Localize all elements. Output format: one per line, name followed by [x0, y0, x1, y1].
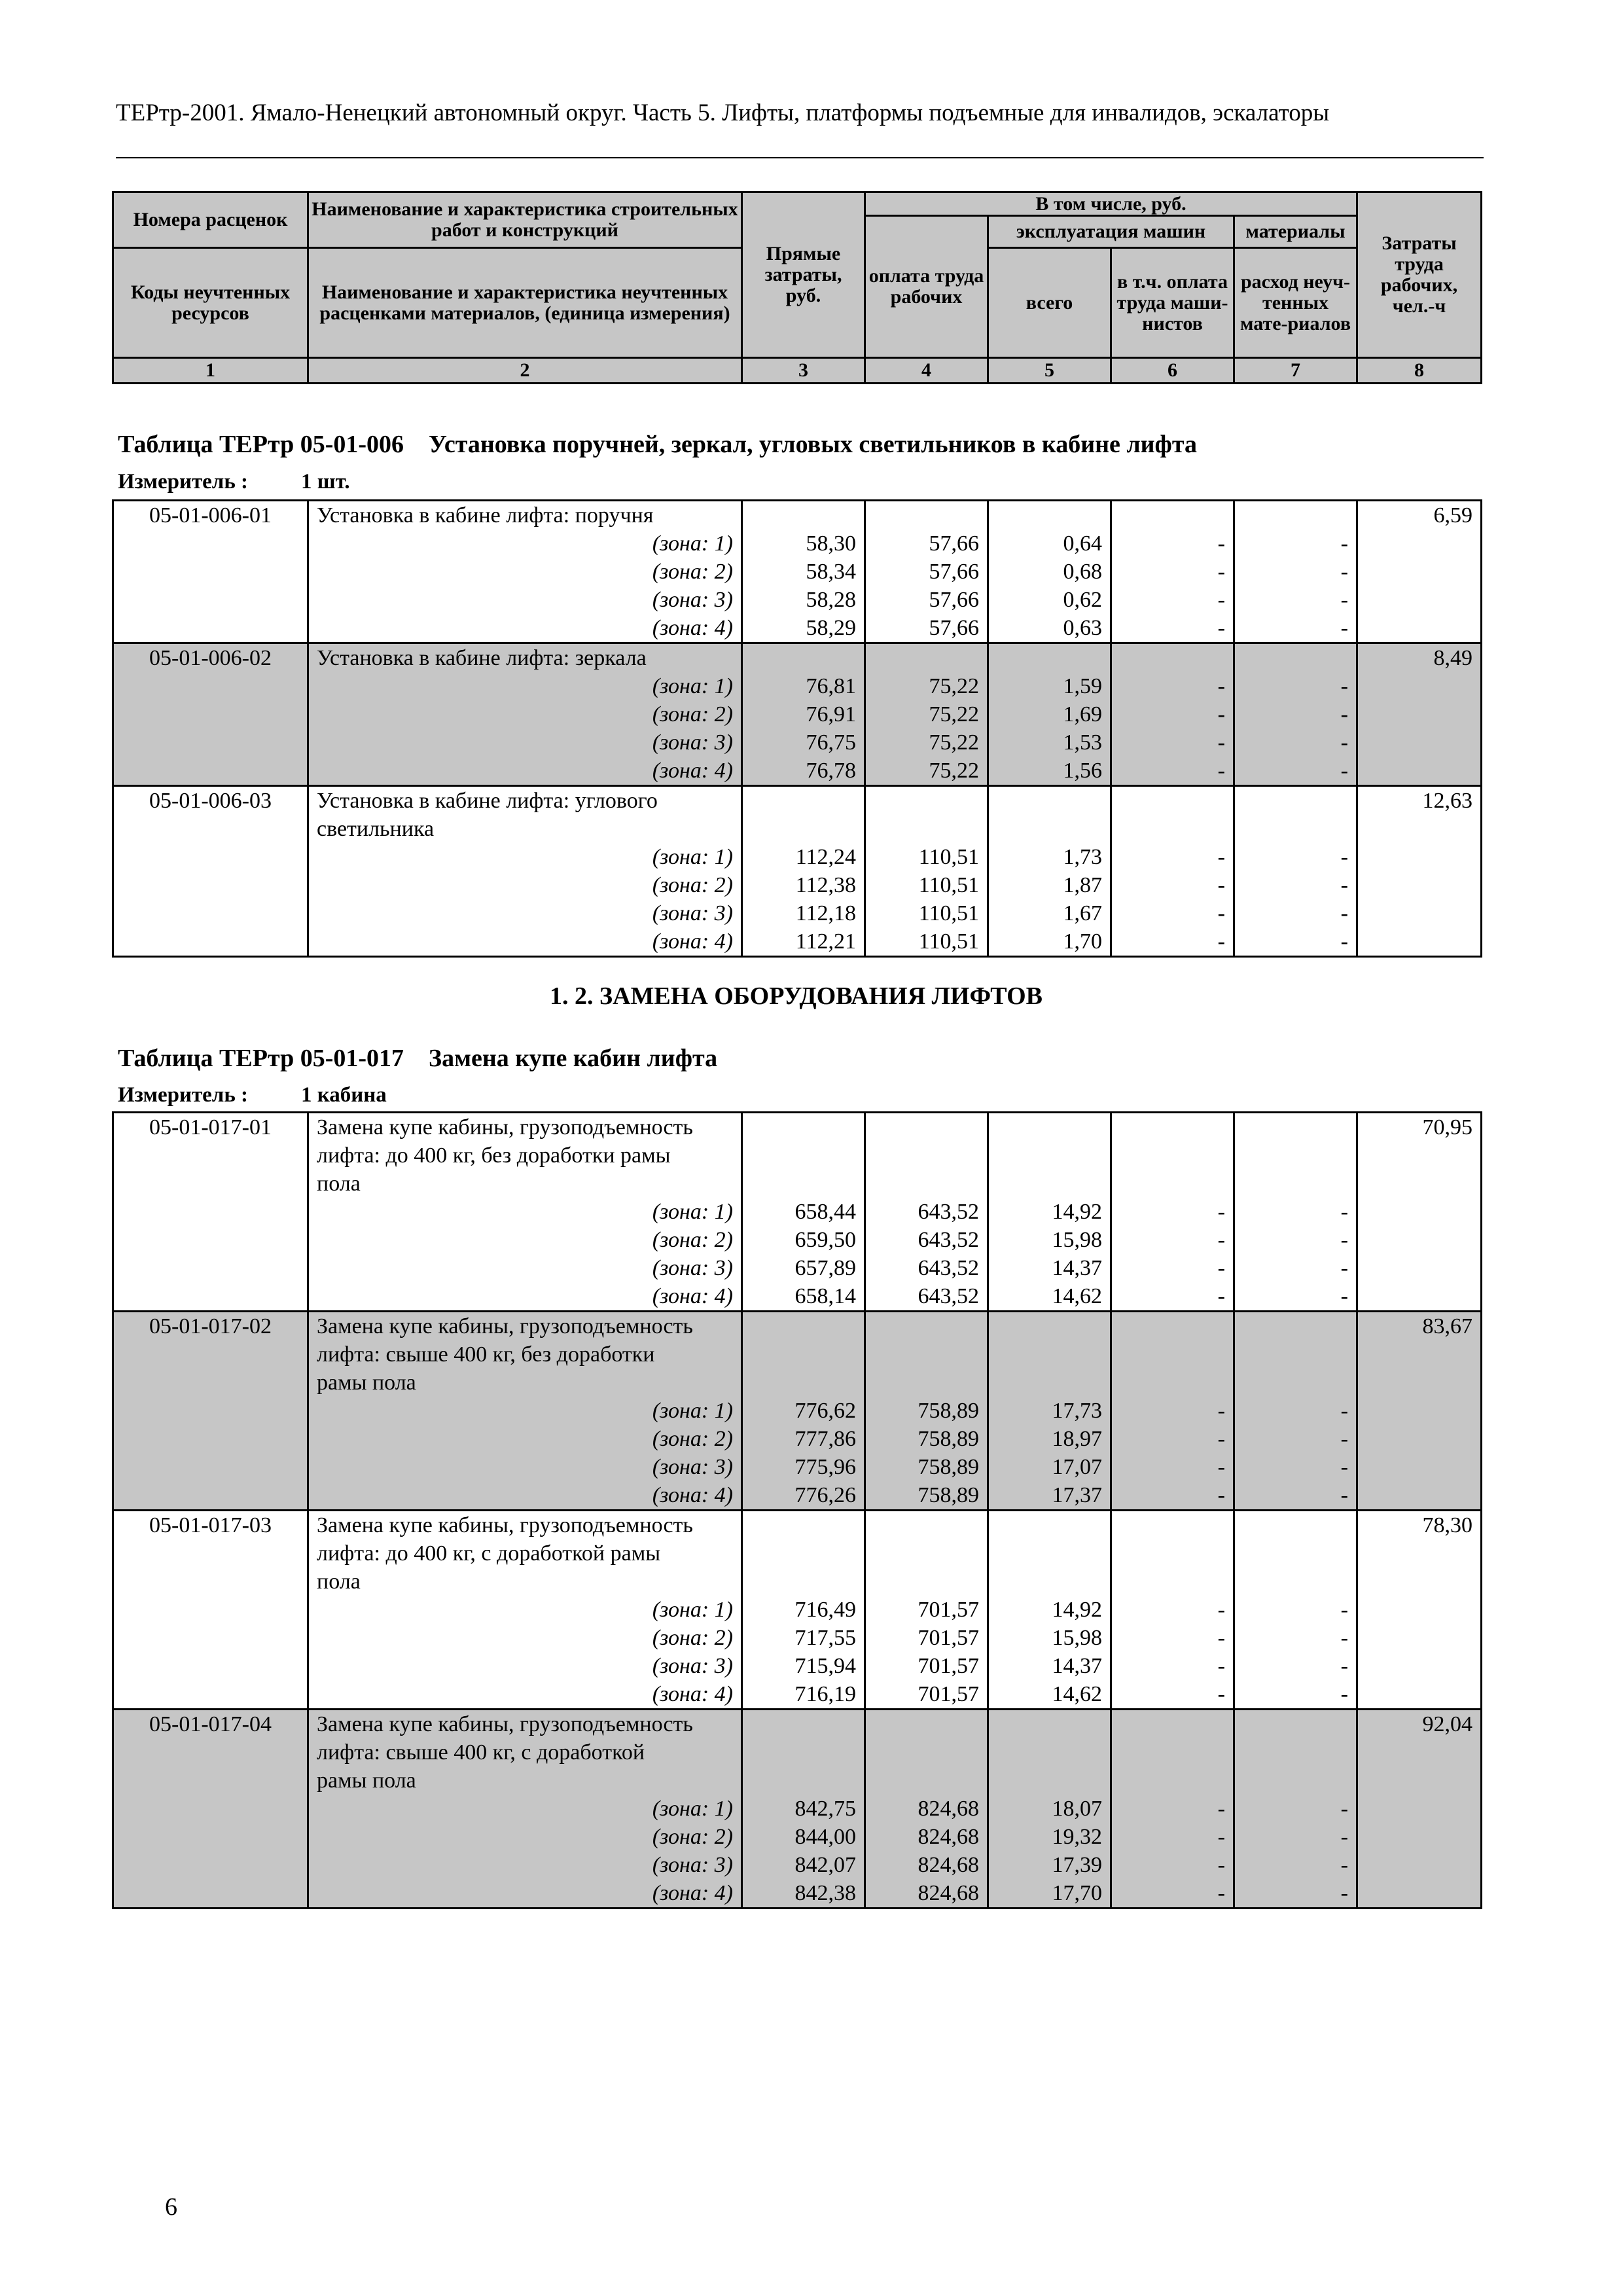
- material-cost: -: [1234, 843, 1357, 871]
- machinist-cost: -: [1111, 672, 1234, 700]
- column-number: 5: [988, 358, 1111, 384]
- wage-cost: 758,89: [865, 1481, 988, 1511]
- machinist-cost: -: [1111, 1254, 1234, 1282]
- wage-cost: 110,51: [865, 871, 988, 899]
- zone-label: (зона: 4): [308, 614, 742, 643]
- machinist-cost: -: [1111, 843, 1234, 871]
- header-materials: материалы: [1234, 216, 1357, 248]
- wage-cost: 824,68: [865, 1795, 988, 1823]
- machine-cost: 1,73: [988, 843, 1111, 871]
- zone-row: [113, 1652, 1482, 1680]
- machinist-cost: -: [1111, 700, 1234, 728]
- machinist-cost: -: [1111, 1198, 1234, 1226]
- header-machine-operation: эксплуатация машин: [988, 216, 1234, 248]
- column-number: 6: [1111, 358, 1234, 384]
- zone-label: (зона: 2): [308, 871, 742, 899]
- meter-line: [118, 1083, 387, 1107]
- header-rate-numbers: Номера расценок: [113, 192, 308, 248]
- zone-row: [113, 1481, 1482, 1511]
- machinist-cost: -: [1111, 1453, 1234, 1481]
- material-cost: -: [1234, 614, 1357, 643]
- zone-row: [113, 586, 1482, 614]
- direct-cost: 76,81: [742, 672, 865, 700]
- rate-description: Установка в кабине лифта: углового: [308, 786, 742, 816]
- zone-label: (зона: 3): [308, 1453, 742, 1481]
- material-cost: -: [1234, 1795, 1357, 1823]
- machine-cost: 14,92: [988, 1596, 1111, 1624]
- rate-row: [113, 1113, 1482, 1142]
- direct-cost: 76,91: [742, 700, 865, 728]
- zone-row: [113, 614, 1482, 643]
- zone-row: [113, 1851, 1482, 1879]
- column-number: 1: [113, 358, 308, 384]
- machine-cost: 1,53: [988, 728, 1111, 757]
- machinist-cost: -: [1111, 1879, 1234, 1909]
- zone-row: [113, 1596, 1482, 1624]
- wage-cost: 824,68: [865, 1851, 988, 1879]
- rate-row: [113, 1511, 1482, 1540]
- zone-row: [113, 927, 1482, 957]
- column-number: 2: [308, 358, 742, 384]
- material-cost: -: [1234, 1453, 1357, 1481]
- zone-row: [113, 728, 1482, 757]
- rate-description: лифта: свыше 400 кг, без доработки: [308, 1340, 742, 1369]
- zone-label: (зона: 4): [308, 1879, 742, 1909]
- zone-label: (зона: 2): [308, 1425, 742, 1453]
- machine-cost: 17,07: [988, 1453, 1111, 1481]
- labor-cost: 8,49: [1357, 643, 1482, 673]
- direct-cost: 842,38: [742, 1879, 865, 1909]
- description-continuation-row: [113, 1767, 1482, 1795]
- machine-cost: 1,87: [988, 871, 1111, 899]
- zone-label: (зона: 2): [308, 700, 742, 728]
- direct-cost: 657,89: [742, 1254, 865, 1282]
- labor-cost: 92,04: [1357, 1710, 1482, 1739]
- machinist-cost: -: [1111, 757, 1234, 786]
- meter-label: Измеритель :: [118, 1083, 249, 1107]
- machinist-cost: -: [1111, 1795, 1234, 1823]
- zone-row: [113, 1879, 1482, 1909]
- zone-row: [113, 672, 1482, 700]
- labor-cost: 12,63: [1357, 786, 1482, 816]
- table-label: Таблица ТЕРтр 05-01-017: [118, 1045, 404, 1072]
- machine-cost: 17,73: [988, 1397, 1111, 1425]
- machine-cost: 0,64: [988, 529, 1111, 558]
- machine-cost: 14,62: [988, 1680, 1111, 1710]
- header-unaccounted-materials: расход неуч-тенных мате-риалов: [1234, 248, 1357, 358]
- header-rule: [116, 157, 1484, 158]
- zone-row: [113, 529, 1482, 558]
- description-continuation-row: [113, 1170, 1482, 1198]
- description-continuation-row: [113, 1568, 1482, 1596]
- rate-description: Замена купе кабины, грузоподъемность: [308, 1113, 742, 1142]
- machinist-cost: -: [1111, 927, 1234, 957]
- material-cost: -: [1234, 871, 1357, 899]
- column-number: 8: [1357, 358, 1482, 384]
- direct-cost: 58,29: [742, 614, 865, 643]
- material-cost: -: [1234, 1652, 1357, 1680]
- zone-row: [113, 1198, 1482, 1226]
- rates-table-05-01-017: [112, 1111, 1482, 1909]
- wage-cost: 758,89: [865, 1453, 988, 1481]
- machinist-cost: -: [1111, 1481, 1234, 1511]
- zone-label: (зона: 3): [308, 899, 742, 927]
- machine-cost: 14,92: [988, 1198, 1111, 1226]
- machinist-cost: -: [1111, 1596, 1234, 1624]
- material-cost: -: [1234, 1198, 1357, 1226]
- rate-description: Замена купе кабины, грузоподъемность: [308, 1511, 742, 1540]
- direct-cost: 844,00: [742, 1823, 865, 1851]
- meter-line: [118, 470, 350, 493]
- material-cost: -: [1234, 586, 1357, 614]
- table-title: [118, 430, 1197, 459]
- header-wages: оплата труда рабочих: [865, 216, 988, 358]
- zone-label: (зона: 1): [308, 529, 742, 558]
- column-header-table: [112, 191, 1482, 384]
- rate-description: рамы пола: [308, 1767, 742, 1795]
- page-number: 6: [165, 2193, 177, 2221]
- zone-label: (зона: 1): [308, 672, 742, 700]
- wage-cost: 701,57: [865, 1652, 988, 1680]
- table-caption: Замена купе кабин лифта: [429, 1045, 718, 1072]
- header-material-name: Наименование и характеристика неучтенных расценками материалов, (единица измерения): [308, 248, 742, 358]
- zone-row: [113, 700, 1482, 728]
- wage-cost: 701,57: [865, 1624, 988, 1652]
- machine-cost: 1,56: [988, 757, 1111, 786]
- direct-cost: 777,86: [742, 1425, 865, 1453]
- zone-row: [113, 1823, 1482, 1851]
- zone-label: (зона: 2): [308, 558, 742, 586]
- rate-row: [113, 501, 1482, 530]
- material-cost: -: [1234, 1851, 1357, 1879]
- header-total: всего: [988, 248, 1111, 358]
- direct-cost: 776,26: [742, 1481, 865, 1511]
- rate-description: рамы пола: [308, 1369, 742, 1397]
- machinist-cost: -: [1111, 899, 1234, 927]
- direct-cost: 659,50: [742, 1226, 865, 1254]
- machinist-cost: -: [1111, 1282, 1234, 1312]
- machinist-cost: -: [1111, 529, 1234, 558]
- direct-cost: 716,49: [742, 1596, 865, 1624]
- material-cost: -: [1234, 899, 1357, 927]
- material-cost: -: [1234, 927, 1357, 957]
- wage-cost: 701,57: [865, 1680, 988, 1710]
- wage-cost: 57,66: [865, 529, 988, 558]
- material-cost: -: [1234, 1282, 1357, 1312]
- machine-cost: 1,70: [988, 927, 1111, 957]
- direct-cost: 842,75: [742, 1795, 865, 1823]
- zone-label: (зона: 1): [308, 1198, 742, 1226]
- machine-cost: 15,98: [988, 1226, 1111, 1254]
- zone-label: (зона: 1): [308, 1795, 742, 1823]
- header-direct-costs: Прямые затраты, руб.: [742, 192, 865, 358]
- wage-cost: 75,22: [865, 728, 988, 757]
- machinist-cost: -: [1111, 614, 1234, 643]
- rates-table-05-01-006: [112, 499, 1482, 958]
- machine-cost: 17,39: [988, 1851, 1111, 1879]
- description-continuation-row: [113, 1539, 1482, 1568]
- material-cost: -: [1234, 700, 1357, 728]
- rate-code: 05-01-017-02: [113, 1312, 308, 1341]
- header-including: В том числе, руб.: [865, 192, 1357, 216]
- machine-cost: 19,32: [988, 1823, 1111, 1851]
- wage-cost: 758,89: [865, 1425, 988, 1453]
- zone-row: [113, 558, 1482, 586]
- machine-cost: 17,37: [988, 1481, 1111, 1511]
- machinist-cost: -: [1111, 728, 1234, 757]
- rate-code: 05-01-017-03: [113, 1511, 308, 1540]
- labor-cost: 70,95: [1357, 1113, 1482, 1142]
- machine-cost: 18,07: [988, 1795, 1111, 1823]
- zone-label: (зона: 3): [308, 728, 742, 757]
- direct-cost: 775,96: [742, 1453, 865, 1481]
- rate-row: [113, 786, 1482, 816]
- direct-cost: 112,24: [742, 843, 865, 871]
- rate-row: [113, 643, 1482, 673]
- zone-row: [113, 899, 1482, 927]
- rate-description: лифта: до 400 кг, с доработкой рамы: [308, 1539, 742, 1568]
- machinist-cost: -: [1111, 1652, 1234, 1680]
- direct-cost: 112,18: [742, 899, 865, 927]
- machine-cost: 1,59: [988, 672, 1111, 700]
- rate-row: [113, 1710, 1482, 1739]
- material-cost: -: [1234, 1397, 1357, 1425]
- material-cost: -: [1234, 757, 1357, 786]
- rate-description: пола: [308, 1170, 742, 1198]
- rate-code: 05-01-017-04: [113, 1710, 308, 1739]
- machinist-cost: -: [1111, 1624, 1234, 1652]
- direct-cost: 58,34: [742, 558, 865, 586]
- zone-row: [113, 1226, 1482, 1254]
- wage-cost: 57,66: [865, 614, 988, 643]
- wage-cost: 75,22: [865, 700, 988, 728]
- zone-row: [113, 1254, 1482, 1282]
- material-cost: -: [1234, 1680, 1357, 1710]
- zone-row: [113, 1624, 1482, 1652]
- wage-cost: 643,52: [865, 1226, 988, 1254]
- header-machinist-wages: в т.ч. оплата труда маши-нистов: [1111, 248, 1234, 358]
- labor-cost: 6,59: [1357, 501, 1482, 530]
- rate-description: Замена купе кабины, грузоподъемность: [308, 1312, 742, 1341]
- machine-cost: 17,70: [988, 1879, 1111, 1909]
- machinist-cost: -: [1111, 1397, 1234, 1425]
- material-cost: -: [1234, 1254, 1357, 1282]
- zone-label: (зона: 4): [308, 1680, 742, 1710]
- rate-description: лифта: свыше 400 кг, с доработкой: [308, 1738, 742, 1767]
- material-cost: -: [1234, 1879, 1357, 1909]
- header-labor: Затраты труда рабочих, чел.-ч: [1357, 192, 1482, 358]
- column-number: 3: [742, 358, 865, 384]
- wage-cost: 57,66: [865, 586, 988, 614]
- meter-label: Измеритель :: [118, 470, 249, 493]
- zone-label: (зона: 3): [308, 1254, 742, 1282]
- wage-cost: 75,22: [865, 757, 988, 786]
- machine-cost: 0,68: [988, 558, 1111, 586]
- wage-cost: 110,51: [865, 899, 988, 927]
- material-cost: -: [1234, 672, 1357, 700]
- rate-description: светильника: [308, 815, 742, 843]
- machine-cost: 14,37: [988, 1254, 1111, 1282]
- direct-cost: 58,30: [742, 529, 865, 558]
- rate-description: Установка в кабине лифта: зеркала: [308, 643, 742, 673]
- machine-cost: 1,69: [988, 700, 1111, 728]
- description-continuation-row: [113, 815, 1482, 843]
- direct-cost: 658,44: [742, 1198, 865, 1226]
- machinist-cost: -: [1111, 1425, 1234, 1453]
- column-number: 4: [865, 358, 988, 384]
- direct-cost: 112,21: [742, 927, 865, 957]
- rate-description: Замена купе кабины, грузоподъемность: [308, 1710, 742, 1739]
- zone-row: [113, 1680, 1482, 1710]
- direct-cost: 717,55: [742, 1624, 865, 1652]
- rate-description: Установка в кабине лифта: поручня: [308, 501, 742, 530]
- wage-cost: 701,57: [865, 1596, 988, 1624]
- direct-cost: 112,38: [742, 871, 865, 899]
- zone-label: (зона: 3): [308, 586, 742, 614]
- material-cost: -: [1234, 1425, 1357, 1453]
- zone-label: (зона: 2): [308, 1624, 742, 1652]
- direct-cost: 658,14: [742, 1282, 865, 1312]
- machine-cost: 14,62: [988, 1282, 1111, 1312]
- zone-label: (зона: 2): [308, 1226, 742, 1254]
- rate-code: 05-01-006-03: [113, 786, 308, 816]
- zone-label: (зона: 1): [308, 1397, 742, 1425]
- direct-cost: 842,07: [742, 1851, 865, 1879]
- material-cost: -: [1234, 728, 1357, 757]
- machine-cost: 1,67: [988, 899, 1111, 927]
- table-label: Таблица ТЕРтр 05-01-006: [118, 431, 404, 458]
- material-cost: -: [1234, 1226, 1357, 1254]
- wage-cost: 110,51: [865, 927, 988, 957]
- machine-cost: 18,97: [988, 1425, 1111, 1453]
- material-cost: -: [1234, 529, 1357, 558]
- wage-cost: 824,68: [865, 1879, 988, 1909]
- machine-cost: 0,62: [988, 586, 1111, 614]
- wage-cost: 110,51: [865, 843, 988, 871]
- zone-row: [113, 1282, 1482, 1312]
- rate-description: пола: [308, 1568, 742, 1596]
- material-cost: -: [1234, 1596, 1357, 1624]
- table-caption: Установка поручней, зеркал, угловых светильников в кабине лифта: [429, 431, 1197, 458]
- section-heading: 1. 2. ЗАМЕНА ОБОРУДОВАНИЯ ЛИФТОВ: [550, 982, 1043, 1010]
- zone-label: (зона: 4): [308, 1481, 742, 1511]
- zone-row: [113, 1795, 1482, 1823]
- machinist-cost: -: [1111, 1851, 1234, 1879]
- labor-cost: 83,67: [1357, 1312, 1482, 1341]
- machine-cost: 0,63: [988, 614, 1111, 643]
- zone-row: [113, 757, 1482, 786]
- meter-value: 1 шт.: [301, 470, 350, 493]
- zone-row: [113, 1397, 1482, 1425]
- machinist-cost: -: [1111, 871, 1234, 899]
- zone-label: (зона: 4): [308, 927, 742, 957]
- zone-label: (зона: 4): [308, 757, 742, 786]
- rate-code: 05-01-006-01: [113, 501, 308, 530]
- zone-row: [113, 871, 1482, 899]
- zone-label: (зона: 3): [308, 1652, 742, 1680]
- zone-label: (зона: 2): [308, 1823, 742, 1851]
- description-continuation-row: [113, 1738, 1482, 1767]
- zone-label: (зона: 1): [308, 1596, 742, 1624]
- machinist-cost: -: [1111, 1680, 1234, 1710]
- direct-cost: 76,78: [742, 757, 865, 786]
- wage-cost: 758,89: [865, 1397, 988, 1425]
- wage-cost: 643,52: [865, 1198, 988, 1226]
- zone-label: (зона: 1): [308, 843, 742, 871]
- machinist-cost: -: [1111, 586, 1234, 614]
- running-header: ТЕРтр-2001. Ямало-Ненецкий автономный округ. Часть 5. Лифты, платформы подъемные для инвалидов, эскалаторы: [116, 99, 1330, 126]
- wage-cost: 75,22: [865, 672, 988, 700]
- direct-cost: 776,62: [742, 1397, 865, 1425]
- zone-label: (зона: 3): [308, 1851, 742, 1879]
- description-continuation-row: [113, 1340, 1482, 1369]
- wage-cost: 824,68: [865, 1823, 988, 1851]
- material-cost: -: [1234, 1481, 1357, 1511]
- zone-row: [113, 1453, 1482, 1481]
- wage-cost: 643,52: [865, 1282, 988, 1312]
- header-resource-codes: Коды неучтенных ресурсов: [113, 248, 308, 358]
- rate-description: лифта: до 400 кг, без доработки рамы: [308, 1141, 742, 1170]
- rate-row: [113, 1312, 1482, 1341]
- machinist-cost: -: [1111, 558, 1234, 586]
- table-title: [118, 1044, 717, 1073]
- direct-cost: 716,19: [742, 1680, 865, 1710]
- wage-cost: 57,66: [865, 558, 988, 586]
- description-continuation-row: [113, 1141, 1482, 1170]
- zone-label: (зона: 4): [308, 1282, 742, 1312]
- machinist-cost: -: [1111, 1226, 1234, 1254]
- rate-code: 05-01-006-02: [113, 643, 308, 673]
- material-cost: -: [1234, 558, 1357, 586]
- direct-cost: 76,75: [742, 728, 865, 757]
- machinist-cost: -: [1111, 1823, 1234, 1851]
- zone-row: [113, 1425, 1482, 1453]
- rate-code: 05-01-017-01: [113, 1113, 308, 1142]
- header-work-name: Наименование и характеристика строительных работ и конструкций: [308, 192, 742, 248]
- direct-cost: 58,28: [742, 586, 865, 614]
- direct-cost: 715,94: [742, 1652, 865, 1680]
- description-continuation-row: [113, 1369, 1482, 1397]
- meter-value: 1 кабина: [301, 1083, 387, 1107]
- machine-cost: 15,98: [988, 1624, 1111, 1652]
- column-number: 7: [1234, 358, 1357, 384]
- zone-row: [113, 843, 1482, 871]
- material-cost: -: [1234, 1624, 1357, 1652]
- material-cost: -: [1234, 1823, 1357, 1851]
- labor-cost: 78,30: [1357, 1511, 1482, 1540]
- wage-cost: 643,52: [865, 1254, 988, 1282]
- machine-cost: 14,37: [988, 1652, 1111, 1680]
